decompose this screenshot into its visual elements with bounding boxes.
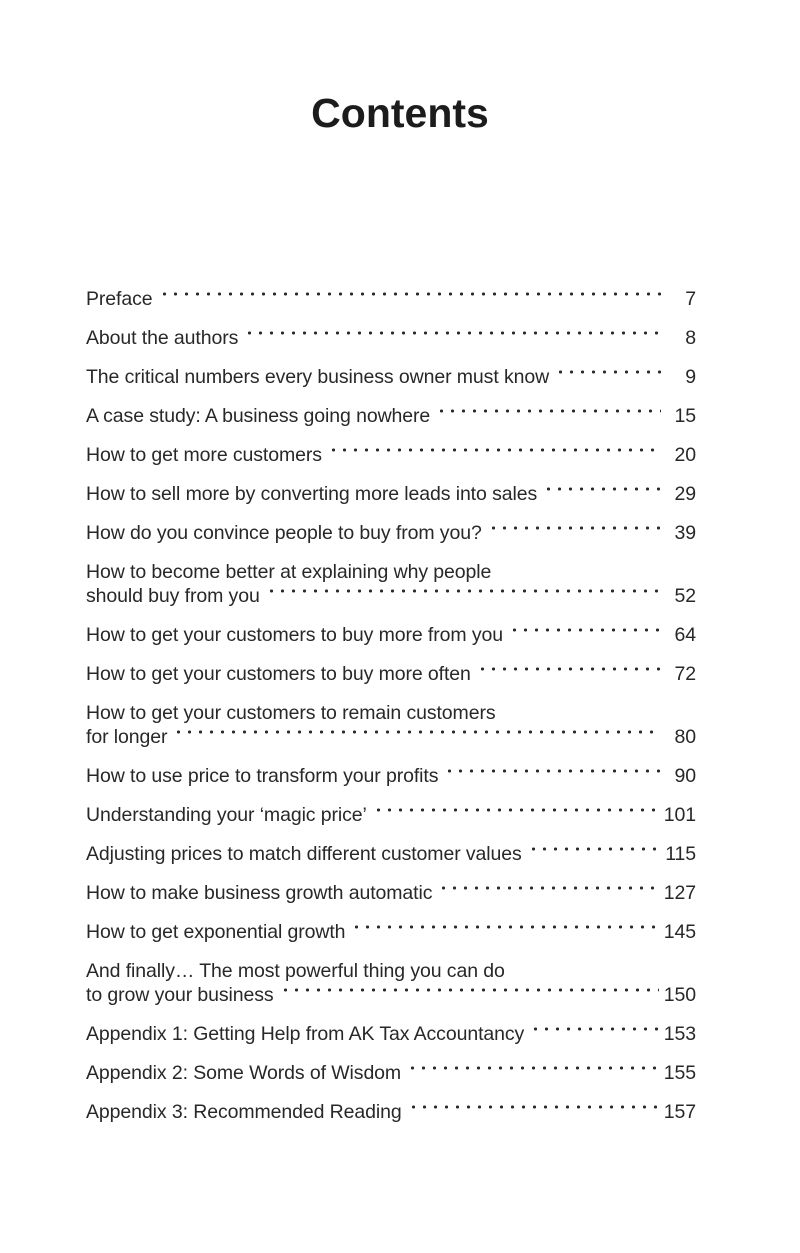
toc-entry-title: Appendix 1: Getting Help from AK Tax Accountancy [86,1023,525,1045]
toc-entry-row [86,404,696,428]
toc-entry [86,287,696,311]
dot-leader [477,662,661,686]
toc-entry-title: Adjusting prices to match different customer values [86,843,522,865]
toc-entry-page-number: 20 [674,444,696,466]
toc-entry-title: How to get exponential growth [86,921,346,943]
toc-entry-title: Preface [86,288,153,310]
toc-entry-title: How to get more customers [86,444,322,466]
toc-entry-title: How to get your customers to buy more from you [86,624,503,646]
toc-entry-first-line: How to become better at explaining why people [86,561,492,583]
toc-entry-title: How to use price to transform your profits [86,765,439,787]
toc-entry-title: About the authors [86,327,239,349]
toc-entry-row [86,842,696,866]
toc-entry-row [86,326,696,350]
toc-entry-row [86,920,696,944]
toc-entry-title: How do you convince people to buy from you? [86,522,482,544]
toc-entry [86,443,696,467]
toc-entry [86,662,696,686]
toc-entry-page-number: 8 [685,327,696,349]
toc-entry-page-number: 157 [663,1101,696,1123]
toc-entry [86,326,696,350]
toc-entry-row [86,764,696,788]
toc-entry [86,623,696,647]
dot-leader [488,521,661,545]
dot-leader [408,1100,659,1124]
toc-entry-title: How to make business growth automatic [86,882,433,904]
toc-entry-row [86,287,696,311]
toc-entry-title: How to sell more by converting more leads into sales [86,483,538,505]
dot-leader [509,623,661,647]
toc-entry [86,701,696,749]
toc-entry-page-number: 9 [685,366,696,388]
dot-leader [159,287,661,311]
toc-entry-title: The critical numbers every business owner must know [86,366,550,388]
toc-entry-title: for longer [86,726,168,748]
toc-entry-row [86,725,696,749]
toc-entry-row [86,1100,696,1124]
toc-entry [86,803,696,827]
toc-entry [86,560,696,608]
toc-entry [86,482,696,506]
toc-entry-row [86,1022,696,1046]
toc-entry-title: Understanding your ‘magic price’ [86,804,367,826]
toc-entry-page-number: 101 [663,804,696,826]
toc-entry [86,1100,696,1124]
dot-leader [438,881,658,905]
toc-entry-page-number: 90 [674,765,696,787]
toc-entry-row [86,983,696,1007]
dot-leader [173,725,661,749]
toc-entry [86,881,696,905]
toc-entry [86,1022,696,1046]
toc-entry-title: How to get your customers to buy more often [86,663,471,685]
toc-entry [86,1061,696,1085]
dot-leader [373,803,659,827]
toc-entry [86,764,696,788]
toc-entry [86,842,696,866]
toc-entry-row [86,803,696,827]
toc-entry-page-number: 64 [674,624,696,646]
toc-entry-title: should buy from you [86,585,260,607]
toc-entry [86,404,696,428]
toc-entry-page-number: 80 [674,726,696,748]
toc-entry-first-line: And finally… The most powerful thing you can do [86,960,505,982]
toc-entry-row [86,1061,696,1085]
toc-entry [86,920,696,944]
toc-entry-page-number: 145 [663,921,696,943]
toc-entry-page-number: 7 [685,288,696,310]
toc-entry-page-number: 15 [674,405,696,427]
toc-entry-page-number: 115 [665,843,696,865]
toc-entry [86,521,696,545]
toc-entry-row [86,623,696,647]
toc-entry-first-line: How to get your customers to remain customers [86,702,496,724]
toc-list [0,287,800,1124]
toc-entry-page-number: 39 [674,522,696,544]
toc-entry-page-number: 155 [663,1062,696,1084]
toc-entry-page-number: 72 [674,663,696,685]
dot-leader [244,326,661,350]
dot-leader [280,983,659,1007]
dot-leader [407,1061,659,1085]
dot-leader [530,1022,659,1046]
toc-entry-row [86,482,696,506]
toc-entry-title: Appendix 2: Some Words of Wisdom [86,1062,402,1084]
toc-entry-row [86,365,696,389]
toc-entry-page-number: 127 [663,882,696,904]
toc-entry-title: A case study: A business going nowhere [86,405,431,427]
dot-leader [528,842,661,866]
toc-entry-row [86,662,696,686]
dot-leader [543,482,661,506]
dot-leader [328,443,661,467]
dot-leader [351,920,658,944]
toc-entry-page-number: 29 [674,483,696,505]
dot-leader [444,764,661,788]
toc-entry-page-number: 153 [663,1023,696,1045]
toc-entry-page-number: 52 [674,585,696,607]
dot-leader [555,365,661,389]
toc-entry [86,365,696,389]
dot-leader [436,404,661,428]
toc-entry-row [86,521,696,545]
toc-entry-row [86,881,696,905]
page-title: Contents [311,90,489,136]
toc-entry-title: Appendix 3: Recommended Reading [86,1101,402,1123]
toc-entry-page-number: 150 [663,984,696,1006]
toc-entry-row [86,584,696,608]
toc-entry [86,959,696,1007]
toc-entry-row [86,443,696,467]
toc-entry-title: to grow your business [86,984,274,1006]
dot-leader [266,584,661,608]
